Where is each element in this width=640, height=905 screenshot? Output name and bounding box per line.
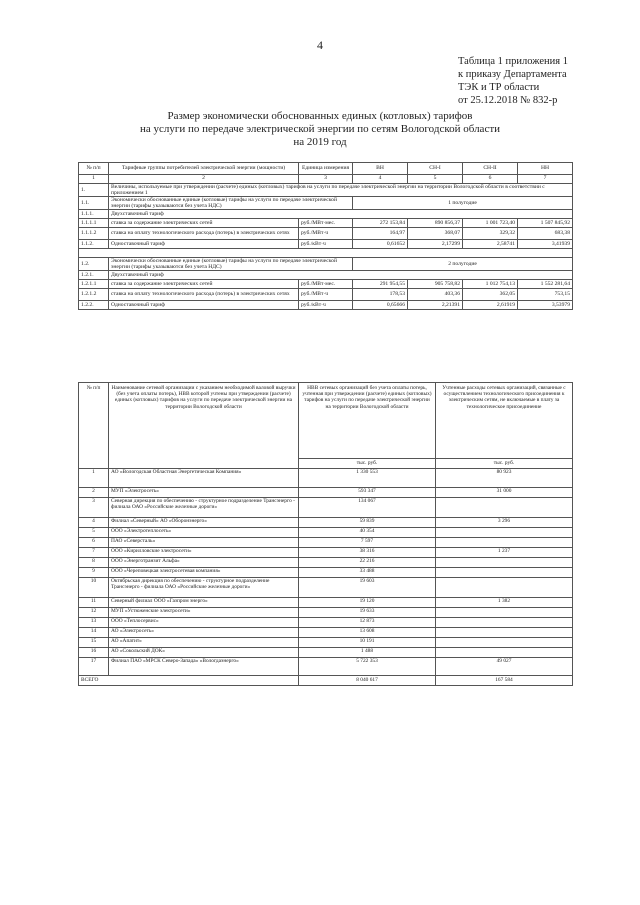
nvv-value: 10 191 xyxy=(299,638,436,648)
costs-value: 31 000 xyxy=(436,488,573,498)
value-sn2: 362,05 xyxy=(463,289,518,301)
unit-costs: тыс. руб. xyxy=(436,459,573,469)
costs-value xyxy=(436,638,573,648)
table-row xyxy=(79,183,573,196)
total-row xyxy=(79,676,573,686)
table-row xyxy=(79,228,573,240)
index-cell: 7 xyxy=(518,174,573,183)
costs-value xyxy=(436,608,573,618)
period-label: 2 полугодие xyxy=(353,257,573,270)
table-row xyxy=(79,548,573,558)
approval-line: Таблица 1 приложения 1 xyxy=(458,56,568,67)
value-sn2: 2,58741 xyxy=(463,239,518,248)
row-text: ставка на оплату технологического расхода (потерь) в электрических сетях xyxy=(109,228,299,240)
nvv-value: 22 216 xyxy=(299,558,436,568)
table-row xyxy=(79,469,573,488)
header-sn2: СН-II xyxy=(463,163,518,175)
org-name: АО «Апатит» xyxy=(109,638,299,648)
row-num: 17 xyxy=(79,658,109,676)
row-num: 7 xyxy=(79,548,109,558)
index-cell: 2 xyxy=(109,174,299,183)
org-name: Октябрьская дирекция по обеспечению - структурное подразделение Трансэнерго - филиала ОАО «Российские железные дороги» xyxy=(109,578,299,598)
nvv-value: 19 633 xyxy=(299,608,436,618)
row-num: 6 xyxy=(79,538,109,548)
row-text: Одноставочный тариф xyxy=(109,300,299,309)
costs-value xyxy=(436,498,573,518)
row-text: Двухставочный тариф xyxy=(109,210,573,219)
approval-line: к приказу Департамента xyxy=(458,69,567,80)
spacer-row xyxy=(79,248,573,257)
costs-value xyxy=(436,568,573,578)
nvv-value: 12 873 xyxy=(299,618,436,628)
value-nn: 753,15 xyxy=(518,289,573,301)
value-vn: 178,53 xyxy=(353,289,408,301)
row-num: 11 xyxy=(79,598,109,608)
table-row xyxy=(79,271,573,280)
value-nn: 3,53979 xyxy=(518,300,573,309)
approval-block xyxy=(458,55,568,107)
costs-value: 49 027 xyxy=(436,658,573,676)
nvv-value: 1 330 553 xyxy=(299,469,436,488)
header-group: Тарифные группы потребителей электрической энергии (мощности) xyxy=(109,163,299,175)
value-sn1: 368,07 xyxy=(408,228,463,240)
index-cell: 5 xyxy=(408,174,463,183)
period-label: 1 полугодие xyxy=(353,196,573,209)
table-row xyxy=(79,210,573,219)
row-num: 1.2. xyxy=(79,257,109,270)
row-unit: руб./МВт·мес. xyxy=(299,280,353,289)
table-row xyxy=(79,289,573,301)
row-num: 2 xyxy=(79,488,109,498)
value-sn2: 1 012 754,13 xyxy=(463,280,518,289)
row-num: 9 xyxy=(79,568,109,578)
header-vn: ВН xyxy=(353,163,408,175)
table-row xyxy=(79,558,573,568)
row-num: 3 xyxy=(79,498,109,518)
value-vn: 0,65666 xyxy=(353,300,408,309)
row-num: 10 xyxy=(79,578,109,598)
table-row xyxy=(79,498,573,518)
value-sn2: 1 001 723,40 xyxy=(463,219,518,228)
costs-value: 80 923 xyxy=(436,469,573,488)
table-row xyxy=(79,618,573,628)
value-nn: 1 507 845,92 xyxy=(518,219,573,228)
row-num: 1.2.1.2 xyxy=(79,289,109,301)
value-nn: 1 552 281,64 xyxy=(518,280,573,289)
table-row xyxy=(79,528,573,538)
header-num: № п/п xyxy=(79,383,109,469)
header-name: Наименование сетевой организации с указанием необходимой валовой выручки (без учета оплаты потерь), НВВ которой учтены при утверждении (расчете) единых (котловых) тарифов на услуги по передаче электрической энергии на территории Вологодской области xyxy=(109,383,299,469)
costs-value xyxy=(436,528,573,538)
org-name: МУП «Электросеть» xyxy=(109,488,299,498)
title-line: Размер экономически обоснованных единых (котловых) тарифов xyxy=(167,110,473,122)
row-num: 1.1. xyxy=(79,196,109,209)
table-row xyxy=(79,196,573,209)
nvv-value: 593 347 xyxy=(299,488,436,498)
org-name: Филиал ПАО «МРСК Северо-Запада» «Вологдаэнерго» xyxy=(109,658,299,676)
value-vn: 0,61652 xyxy=(353,239,408,248)
value-vn: 291 954,55 xyxy=(353,280,408,289)
org-name: ООО «Кирилловские электросети» xyxy=(109,548,299,558)
row-num: 4 xyxy=(79,518,109,528)
value-vn: 164,97 xyxy=(353,228,408,240)
row-unit: руб./МВт·мес. xyxy=(299,219,353,228)
value-sn1: 905 758,82 xyxy=(408,280,463,289)
unit-nvv: тыс. руб. xyxy=(299,459,436,469)
org-name: Филиал «Северный» АО «Оборонэнерго» xyxy=(109,518,299,528)
total-costs: 167 584 xyxy=(436,676,573,686)
row-num: 1.2.2. xyxy=(79,300,109,309)
header-costs: Учтенные расходы сетевых организаций, связанные с осуществлением технологического присоединения к электрическим сетям, не включаемые в плату за технологическое присоединение xyxy=(436,383,573,459)
row-text: Одноставочный тариф xyxy=(109,239,299,248)
table-row xyxy=(79,239,573,248)
row-num: 1.2.1.1 xyxy=(79,280,109,289)
header-nn: НН xyxy=(518,163,573,175)
approval-line: ТЭК и ТР области xyxy=(458,82,540,93)
header-sn1: СН-I xyxy=(408,163,463,175)
costs-value: 3 296 xyxy=(436,518,573,528)
org-name: ПАО «Северсталь» xyxy=(109,538,299,548)
org-name: Северная дирекция по обеспечению - структурное подразделение Трансэнерго - филиала ОАО «Российские железные дороги» xyxy=(109,498,299,518)
index-cell: 4 xyxy=(353,174,408,183)
title-line: на услуги по передаче электрической энергии по сетям Вологодской области xyxy=(139,123,501,135)
header-num: № п/п xyxy=(79,163,109,175)
nvv-value: 40 354 xyxy=(299,528,436,538)
table-row xyxy=(79,658,573,676)
row-num: 1.1.1. xyxy=(79,210,109,219)
table-row xyxy=(79,219,573,228)
row-num: 8 xyxy=(79,558,109,568)
title-line: на 2019 год xyxy=(293,136,347,148)
row-text: Двухставочный тариф xyxy=(109,271,573,280)
table-row xyxy=(79,488,573,498)
total-nvv: 8 040 617 xyxy=(299,676,436,686)
header-nvv: НВВ сетевых организаций без учета оплаты потерь, учтенная при утверждении (расчете) единых (котловых) тарифов на услуги по передаче электрической энергии на территории Вологодской области xyxy=(299,383,436,459)
index-row xyxy=(79,174,573,183)
approval-line: от 25.12.2018 № 832-р xyxy=(458,95,558,106)
row-text: Величины, используемые при утверждении (расчете) единых (котловых) тарифов на услуги по передаче электрической энергии на территории Вологодской области в соответствии с приложением 1 xyxy=(109,183,573,196)
org-name: ООО «Энерготранзит Альфа» xyxy=(109,558,299,568)
row-num: 16 xyxy=(79,648,109,658)
org-name: ООО «Электротеплосеть» xyxy=(109,528,299,538)
value-sn2: 329,32 xyxy=(463,228,518,240)
header-unit: Единица измерения xyxy=(299,163,353,175)
document-title xyxy=(0,110,640,149)
costs-value xyxy=(436,578,573,598)
table-row xyxy=(79,638,573,648)
nvv-value: 59 839 xyxy=(299,518,436,528)
revenue-table xyxy=(78,382,573,686)
costs-value xyxy=(436,618,573,628)
row-unit: руб./кВт·ч xyxy=(299,300,353,309)
org-name: Северный филиал ООО «Газпром энерго» xyxy=(109,598,299,608)
costs-value xyxy=(436,558,573,568)
nvv-value: 7 597 xyxy=(299,538,436,548)
nvv-value: 1 488 xyxy=(299,648,436,658)
table-row xyxy=(79,257,573,270)
row-num: 14 xyxy=(79,628,109,638)
row-num: 1. xyxy=(79,183,109,196)
row-num: 1.1.1.2 xyxy=(79,228,109,240)
table-row xyxy=(79,648,573,658)
row-unit: руб./кВт·ч xyxy=(299,239,353,248)
value-sn2: 2,61919 xyxy=(463,300,518,309)
table-row xyxy=(79,628,573,638)
org-name: АО «Сокольский ДОК» xyxy=(109,648,299,658)
value-nn: 683,38 xyxy=(518,228,573,240)
table-row xyxy=(79,568,573,578)
tariff-table xyxy=(78,162,573,310)
table-header-row xyxy=(79,163,573,175)
table-row xyxy=(79,578,573,598)
row-num: 1.1.2. xyxy=(79,239,109,248)
nvv-value: 134 067 xyxy=(299,498,436,518)
row-num: 5 xyxy=(79,528,109,538)
org-name: ООО «Череповецкая электросетевая компания» xyxy=(109,568,299,578)
table-header-row xyxy=(79,383,573,459)
row-text: ставка на оплату технологического расхода (потерь) в электрических сетях xyxy=(109,289,299,301)
row-unit: руб./МВт·ч xyxy=(299,289,353,301)
org-name: АО «Вологодская Областная Энергетическая Компания» xyxy=(109,469,299,488)
costs-value xyxy=(436,628,573,638)
index-cell: 6 xyxy=(463,174,518,183)
value-sn1: 2,21391 xyxy=(408,300,463,309)
value-nn: 3,41939 xyxy=(518,239,573,248)
row-num: 15 xyxy=(79,638,109,648)
row-text: ставка за содержание электрических сетей xyxy=(109,280,299,289)
nvv-value: 19 603 xyxy=(299,578,436,598)
index-cell: 3 xyxy=(299,174,353,183)
value-vn: 272 153,84 xyxy=(353,219,408,228)
page-number: 4 xyxy=(317,38,323,52)
row-num: 1.2.1. xyxy=(79,271,109,280)
nvv-value: 33 488 xyxy=(299,568,436,578)
table-row xyxy=(79,518,573,528)
nvv-value: 19 120 xyxy=(299,598,436,608)
org-name: МУП «Устюженские электросети» xyxy=(109,608,299,618)
row-text: ставка за содержание электрических сетей xyxy=(109,219,299,228)
row-text: Экономически обоснованные единые (котловые) тарифы на услуги по передаче электрической энергии (тарифы указываются без учета НДС) xyxy=(109,196,353,209)
row-num: 13 xyxy=(79,618,109,628)
nvv-value: 5 722 353 xyxy=(299,658,436,676)
index-cell: 1 xyxy=(79,174,109,183)
table-row xyxy=(79,280,573,289)
row-unit: руб./МВт·ч xyxy=(299,228,353,240)
table-row xyxy=(79,300,573,309)
value-sn1: 890 856,37 xyxy=(408,219,463,228)
row-num: 12 xyxy=(79,608,109,618)
costs-value: 1 382 xyxy=(436,598,573,608)
org-name: ООО «Теплосервис» xyxy=(109,618,299,628)
row-num: 1.1.1.1 xyxy=(79,219,109,228)
costs-value: 1 237 xyxy=(436,548,573,558)
table-row xyxy=(79,538,573,548)
costs-value xyxy=(436,538,573,548)
row-num: 1 xyxy=(79,469,109,488)
row-text: Экономически обоснованные единые (котловые) тарифы на услуги по передаче электрической энергии (тарифы указываются без учета НДС) xyxy=(109,257,353,270)
costs-value xyxy=(436,648,573,658)
spacer-cell xyxy=(79,248,573,257)
table-row xyxy=(79,608,573,618)
nvv-value: 38 316 xyxy=(299,548,436,558)
org-name: АО «Электросеть» xyxy=(109,628,299,638)
total-label: ВСЕГО xyxy=(79,676,299,686)
value-sn1: 2,17299 xyxy=(408,239,463,248)
table-row xyxy=(79,598,573,608)
value-sn1: 403,36 xyxy=(408,289,463,301)
nvv-value: 13 608 xyxy=(299,628,436,638)
